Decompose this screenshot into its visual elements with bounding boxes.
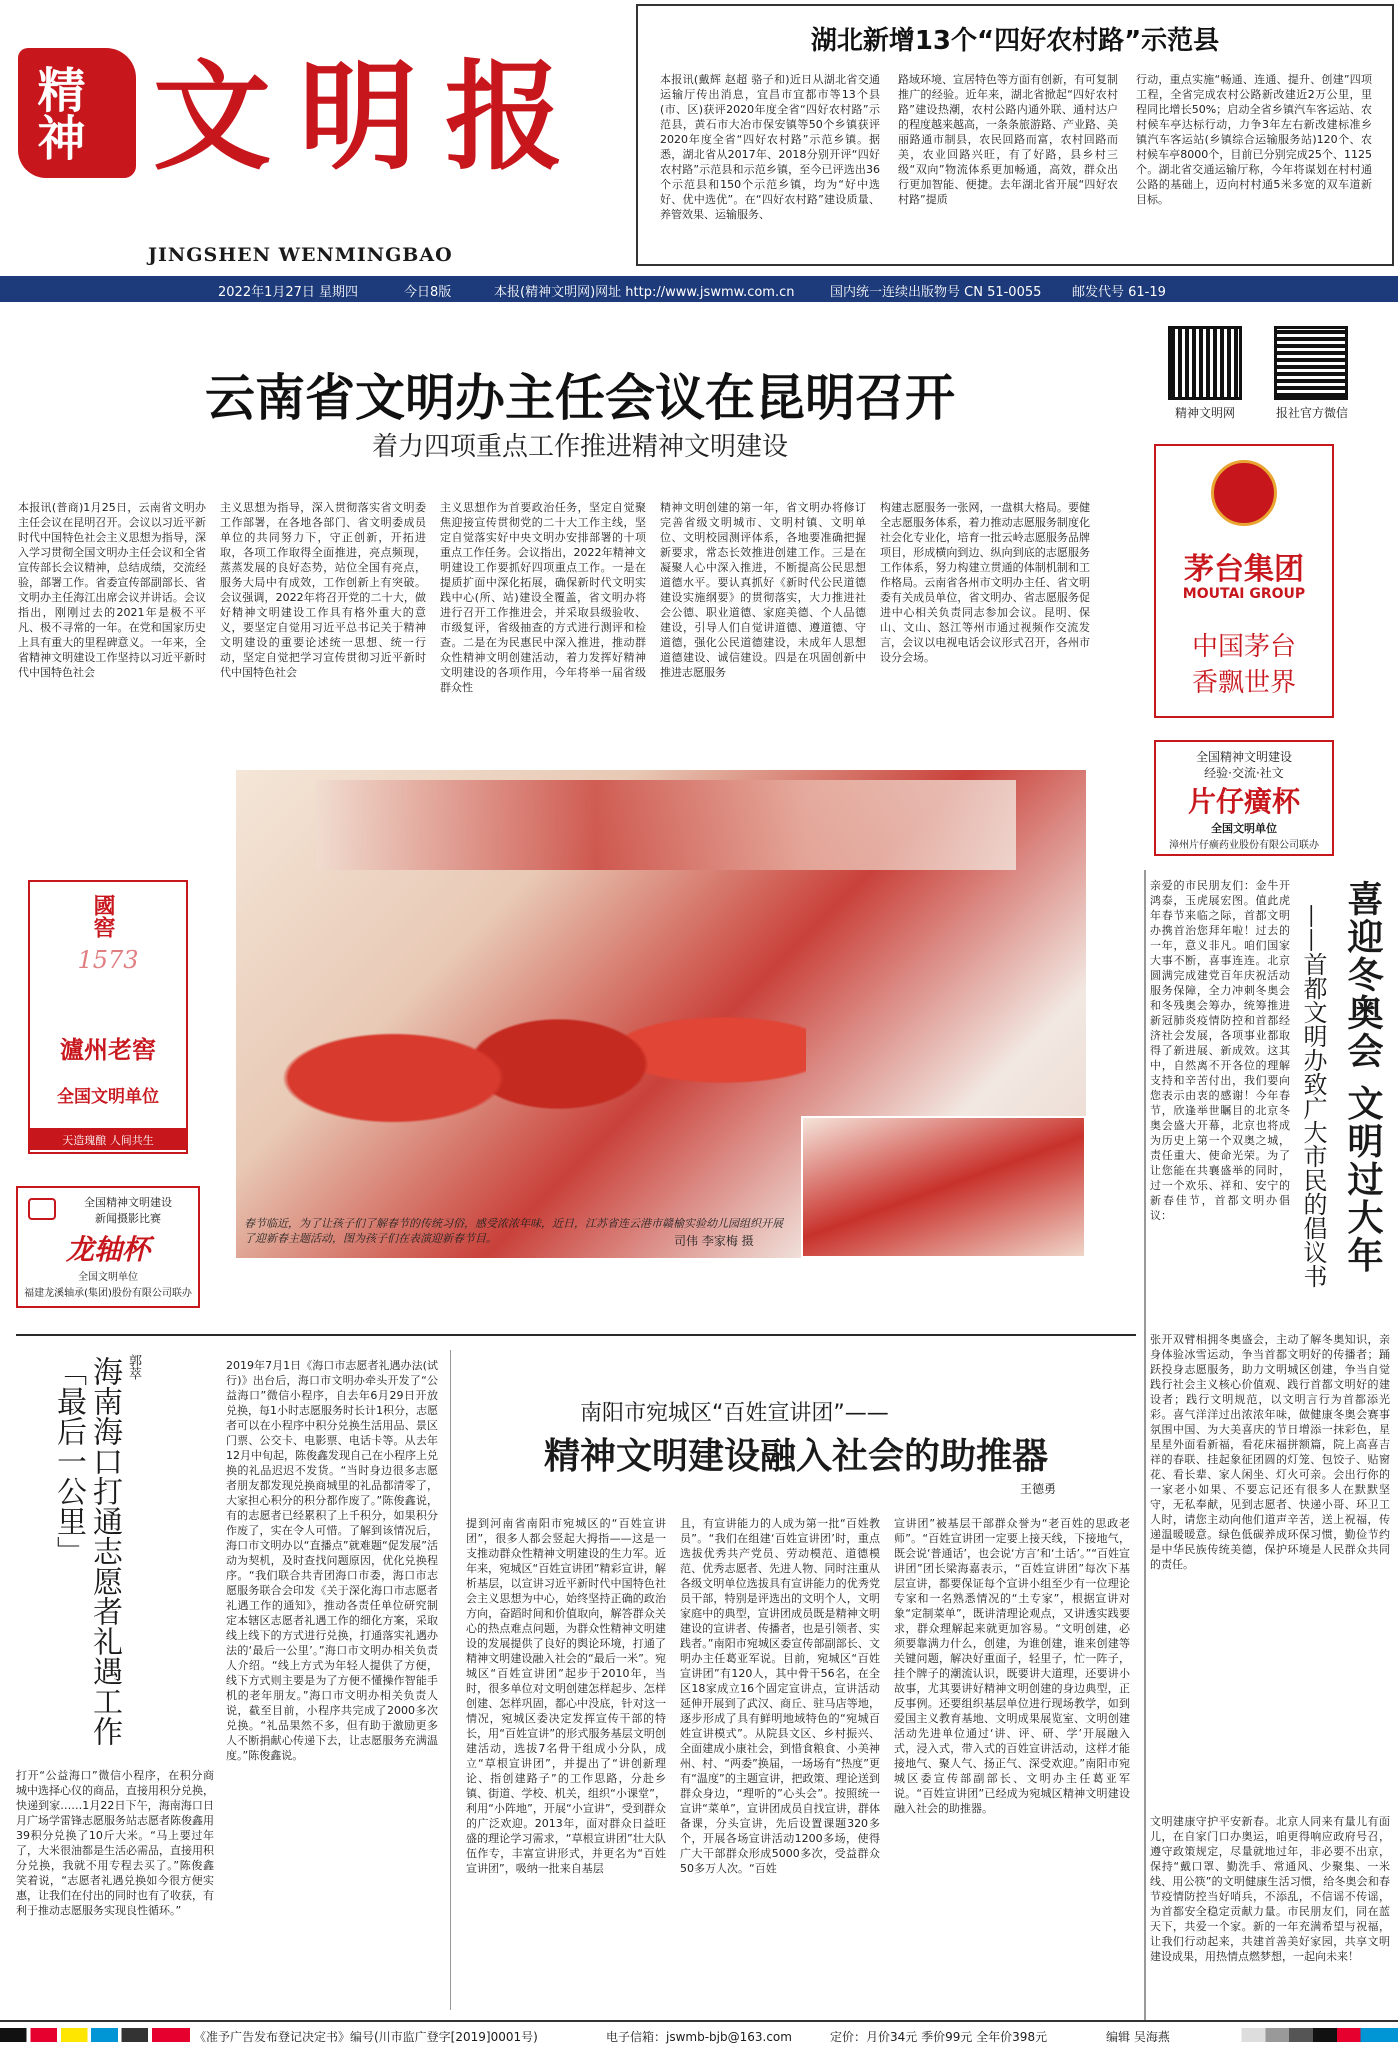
bottom-story-col2: 且，有宣讲能力的人成为第一批“百姓教员”。“我们在组建‘百姓宣讲团’时，重点选拔优秀共产党员、劳动模范、道德模范、优秀志愿者、先进人物、同时注重从各级文明单位选拔具有宣讲能力的优秀党员干部，特别是评选出的文明个人，文明家庭中的典型，宣讲团成员既是精神文明建设的宣讲者、传播者，也是引领者、实践者。”南阳市宛城区委宣传部副部长、文明办主任葛亚军说。目前，宛城区“百姓宣讲团”有120人，其中骨干56名，在全区18家成立16个固定宣讲点，宣讲活动延伸开展到了武汉、商丘、驻马店等地，逐步形成了具有鲜明地域特色的“宛城百姓宣讲模式”。从院县文区、乡村振兴、全面建成小康社会，到惜食粮食、小美神州、村、“两委”换届，一场场有“热度”更有“温度”的主题宣讲，把政策、理论送到群众身边，“理听的”心头会”。按照统一宣讲“菜单”，宣讲团成员自找宣讲，群体备课，分头宣讲，先后设置课题320多个，开展各场宣讲活动1200多场，使得广大干部群众形成5000多次，受益群众50多万人次。“百姓: [680, 1517, 880, 1875]
lead-col1: 本报讯(普商)1月25日，云南省文明办主任会议在昆明召开。会议以习近平新时代中国特色社会主义思想为指导，深入学习贯彻全国文明办主任会议和全省宣传部长会议精神，总结成绩，交流经验，部署工作。省委宣传部副部长、省文明办主任海江出席会议并讲话。会议指出，刚刚过去的2021年是极不平凡、极不寻常的一年。在党和国家历史上具有重大的里程碑意义。一年来，全省精神文明建设工作坚持以习近平新时代中国特色社会: [18, 501, 206, 679]
left-story-author: 郭萃: [126, 1354, 141, 1380]
longzhou-name: 龙轴杯: [65, 1233, 150, 1266]
cn-number: 国内统一连续出版物号 CN 51-0055: [830, 285, 1042, 300]
website-url[interactable]: 本报(精神文明网)网址 http://www.jswmw.com.cn: [494, 285, 795, 300]
lead-subtitle: 着力四项重点工作推进精神文明建设: [371, 432, 788, 462]
moutai-slogan-2: 香飘世界: [1191, 668, 1296, 698]
luzhou-logo: 瀘州老窖: [60, 1035, 156, 1064]
qr-label-website: 精神文明网: [1174, 406, 1235, 420]
pzh-media: 全国文明单位: [1211, 822, 1277, 835]
luzhou-unit: 全国文明单位: [57, 1087, 159, 1107]
top-story-box: [636, 4, 1394, 266]
pzh-top: 全国精神文明建设: [1195, 750, 1292, 764]
moutai-slogan-1: 中国茅台: [1191, 632, 1296, 662]
bottom-divider: [450, 1350, 451, 2010]
longzhou-ad[interactable]: [16, 1186, 200, 1308]
top-story-col3: 行动，重点实施“畅通、连通、提升、创建”四项工程，全省完成农村公路新改建近2万公里，里程同比增长50%；启动全省乡镇汽车客运站、农村候车亭达标行动，力争3年左右新改建标准乡镇汽车客运站(乡镇综合运输服务站)120个、农村候车亭8000个，目前已分别完成25个、1125个。湖北省交通运输厅称，今年将谋划在村村通公路的基础上，迈向村村通5米多宽的双车道新目标。: [1136, 73, 1372, 206]
photo-children: [256, 910, 806, 1190]
moutai-name-en: MOUTAI GROUP: [1182, 586, 1306, 602]
qr-code-wechat[interactable]: [1274, 326, 1348, 400]
moutai-ad[interactable]: [1154, 444, 1334, 718]
longzhou-company: 福建龙溪轴承(集团)股份有限公司联办: [24, 1288, 192, 1299]
right-column-divider: [1144, 870, 1146, 2020]
qr-code-website[interactable]: [1168, 326, 1242, 400]
masthead-logo: [18, 30, 628, 266]
pianzaihuang-ad[interactable]: [1154, 740, 1334, 856]
lead-col5: 构建志愿服务一张网，一盘棋大格局。要健全志愿服务体系，着力推动志愿服务制度化社会化专业化，培育一批云岭志愿服务品牌项目，形成横向到边、纵向到底的志愿服务工作体系，努力构建立贯通的体制机制和工作格局。云南省各州市文明办主任、省文明委有关成员单位，省文明办、省志愿服务促进中心相关负责同志参加会议。昆明、保山、文山、怒江等州市通过视频作交流发言，会议以电视电话会议形式召开，各州市设分会场。: [880, 501, 1090, 664]
luzhou-slogan: 天造瑰酿 人间共生: [62, 1134, 154, 1147]
left-story-col1: 打开“公益海口”微信小程序，在积分商城中选择心仪的商品，直接用积分兑换，快递到家……1月22日下午，海南海口日月广场学雷锋志愿服务站志愿者陈俊鑫用39积分兑换了10斤大米。“马上要过年了，大米很油都是生活必需品，直接用积分兑换，我就不用专程去买了。”陈俊鑫笑着说，“志愿者礼遇兑换如今很方便实惠，让我们在付出的同时也有了收获，有利于推动志愿服务实现良性循环。”: [16, 1769, 214, 1917]
lead-col3: 主义思想作为首要政治任务，坚定自觉聚焦迎接宣传贯彻党的二十大工作主线，坚定自觉落实好中央文明办安排部署的十项重点工作任务。会议指出，2022年精神文明建设工作要抓好四项重点工作。一是在提质扩面中深化拓展，确保新时代文明实践中心(所、站)建设全覆盖，省文明办将进行召开工作推进会，并采取县级验收、市级复评，省级抽查的方式进行测评和检查。二是在为民惠民中深入推进，推动群众性精神文明创建活动，着力发挥好精神文明建设的各项作用，今年将举一届省级群众性: [440, 501, 646, 694]
section-divider: [16, 1334, 1136, 1336]
longzhou-logo: [28, 1198, 56, 1220]
footer-bar: [0, 2020, 1398, 2048]
guojiao-ad[interactable]: [28, 880, 188, 1154]
lead-title[interactable]: 云南省文明办主任会议在昆明召开: [205, 369, 955, 427]
logo-calligraphy: 文明报: [153, 47, 592, 186]
color-strip-right: [1228, 2028, 1398, 2042]
photo-banner: [316, 780, 1016, 870]
right-story-text2: 张开双臂相拥冬奥盛会，主动了解冬奥知识，亲身体验冰雪运动，争当首都文明好的传播者；踊跃投身志愿服务，助力文明城区创建，争当自觉践行社会主义核心价值观、践行首都文明好的建设者；践行文明规范，以文明言行为首都添光彩。喜气洋洋过出浓浓年味，做健康冬奥会赛事氛围中国、为大美喜庆的节日增添一抹彩色，星星星外面看新福，看花床福拼额篇，院上高喜吉祥的春联、挂起象征团圆的灯笼、包饺子、贴窗花、看长辈、家人闲坐、灯火可亲。会出行你的一家老小如果、不要忘记还有很多人在默默坚守，无私奉献，见到志愿者、快递小哥、环卫工人时，请您主动向他们道声辛苦，送上祝福，传递温暖暖意。绿色低碳养成环保习惯，勤俭节约是中华民族传统美德，保护环境是人民群众共同的责任。: [1150, 1333, 1390, 1571]
post-code: 邮发代号 61-19: [1072, 285, 1166, 300]
pzh-sub: 经验·交流·社文: [1204, 766, 1284, 780]
color-strip-left: [0, 2028, 190, 2042]
top-story-col1: 本报讯(戴辉 赵超 骆子和)近日从湖北省交通运输厅传出消息，宜昌市宜都市等13个县(市、区)获评2020年度全省“四好农村路”示范县，黄石市大冶市保安镇等50个乡镇获评2020年度全省“四好农村路”示范乡镇。据悉，湖北省从2017年、2018分别开评“四好农村路”示范县和示范乡镇，至今已评选出36个示范县和150个示范乡镇，均为“好中选好、优中选优”。在“四好农村路”建设质量、养管效果、运输服务、: [660, 73, 880, 221]
left-story-col2: 2019年7月1日《海口市志愿者礼遇办法(试行)》出台后，海口市文明办牵头开发了“公益海口”微信小程序，自去年6月29日开放兑换，每1小时志愿服务时长计1积分，志愿者可以在小程序中积分兑换生活用品、景区门票、公交卡、电影票、电话卡等。从去年12月中旬起，陈俊鑫发现自己在小程序上兑换的礼品迟迟不发货。“当时身边很多志愿者朋友都发现兑换商城里的礼品都清零了，大家担心积分的积分都作废了。”陈俊鑫说，有的志愿者已经累积了上千积分，如果积分作废了，实在令人可惜。了解到该情况后，海口市文明办以“直播点”就难题“促发展”活动为契机，及时查找问题原因，优化兑换程序。“我们联合共青团海口市委，海口市志愿服务联合会印发《关于深化海口市志愿者礼遇工作的通知》，推动各责任单位研究制定本辖区志愿者礼遇工作的细化方案，采取线上线下的方式进行兑换，打通落实礼遇办法的‘最后一公里’。”海口市文明办相关负责人介绍。“线上方式为年轻人提供了方便，线下方式则主要是为了方便不懂操作智能手机的老年朋友。”海口市文明办相关负责人说，截至目前，小程序共完成了2000多次兑换。“礼品果然不多，但有助于激励更多人不断捐献心传递下去，让志愿服务充满温度。”陈俊鑫说。: [226, 1359, 438, 1762]
photo-caption: 春节临近，为了让孩子们了解春节的传统习俗，感受浓浓年味，近日，江苏省连云港市赣榆实验幼儿园组织开展了迎新春主题活动，图为孩子们在表演迎新春节目。: [244, 1217, 783, 1245]
top-story-col2: 路域环境、宣居特色等方面有创新，有可复制推广的经验。近年来，湖北省掀起“四好农村路”建设热潮，农村公路内通外联、通村达户的程度越来越高，一条条旅游路、产业路、美丽路通市制县，农民回路而富，农村回路而美，农业回路兴旺，有了好路，县乡村三级“双向”物流体系更加畅通，高效，群众出行更加智能、便捷。去年湖北省开展“四好农村路”提质: [898, 73, 1118, 206]
longzhou-unit: 全国文明单位: [78, 1272, 138, 1283]
qr-label-wechat: 报社官方微信: [1275, 406, 1348, 420]
bottom-story-col3: 宣讲团”被基层干部群众誉为“老百姓的思政老师”。“百姓宣讲团一定要上接天线，下接地气，既会说‘普通话’，也会说‘方言’和‘土话’。”“百姓宣讲团”团长梁海嘉表示，“百姓宣讲团”每次下基层宣讲，都要保证每个宣讲小组至少有一位理论专家和一名熟悉情况的“土专家”，根据宣讲对象“定制菜单”，既讲清理论观点，又讲透实践要求，群众理解起来就更加容易。“文明创建，必须要靠满力什么，创建，为谁创建，谁来创建等关键问题，解决好重面子，轻里子，忙一阵子，挂个牌子的潮流认识，既要讲大道理，还要讲小故事，尤其要讲好精神文明创建的身边典型，正反事例。还要组织基层单位进行现场教学，如到爱国主义教育基地、文明成果展览室、文明创建活动先进单位通过‘讲、评、研、学’开展融入式，浸入式，带入式的百姓宣讲活动，这样才能接地气、聚人气、扬正气、深受欢迎。”南阳市宛城区委宣传部副部长、文明办主任葛亚军说。“百姓宣讲团”已经成为宛城区精神文明建设融入社会的助推器。: [894, 1517, 1130, 1815]
pages-count: 今日8版: [404, 285, 452, 300]
moutai-logo: [1211, 460, 1277, 526]
lead-col2: 主义思想为指导，深入贯彻落实省文明委工作部署，在各地各部门、省文明委成员单位的共同努力下，守正创新，开拓进取，各项工作取得全面推进，亮点频现，蒸蒸发展的良好态势，站位全国有亮点，服务大局中有成效，工作创新上有突破。会议强调，2022年将召开党的二十大，做好精神文明建设工作具有格外重大的意义，要坚定自觉用习近平总书记关于精神文明建设的重要论述统一思想、统一行动，坚定自觉把学习宣传贯彻习近平新时代中国特色社会: [220, 501, 426, 679]
footer-price: 定价：月价34元 季价99元 全年价398元: [830, 2030, 1048, 2044]
footer-email[interactable]: 电子信箱：jswmb-bjb@163.com: [606, 2030, 792, 2044]
date-bar: [0, 276, 1398, 302]
logo-seal-text: 精神: [29, 65, 85, 161]
guojiao-year: 1573: [77, 946, 139, 974]
right-story-title[interactable]: 喜迎冬奥会 文明过大年: [1342, 880, 1383, 1275]
photo-inset: [801, 1116, 1086, 1258]
longzhou-sub: 新闻摄影比赛: [95, 1212, 161, 1225]
pzh-name: 片仔癀杯: [1187, 785, 1300, 818]
main-photo: [236, 770, 1086, 1258]
right-story-text1: 亲爱的市民朋友们：金牛开鸿泰，玉虎展宏图。值此虎年春节来临之际，首都文明办携首治您拜年啦！过去的一年，意义非凡。咱们国家大事不断，喜事连连。北京圆满完成建党百年庆祝活动服务保障，全力冲刺冬奥会和冬残奥会筹办，统筹推进新冠肺炎疫情防控和首都经济社会发展，各项事业都取得了新进展、新成效。这其中，自然离不开各位的理解支持和辛苦付出，我们要向您表示由衷的感谢！今年春节，欣逢举世瞩目的北京冬奥会盛大开幕，北京也将成为历史上第一个双奥之城，责任重大、使命光荣。为了让您能在共襄盛举的同时，过一个欢乐、祥和、安宁的新春佳节，首都文明办倡议：: [1150, 879, 1290, 1222]
lead-col4: 精神文明创建的第一年，省文明办将修订完善省级文明城市、文明村镇、文明单位、文明校园测评体系，各地要准确把握新要求，常态长效推进创建工作。三是在凝聚人心中深入推进，不断提高公民思想道德水平。要认真抓好《新时代公民道德建设实施纲要》的贯彻落实，大力推进社会公德、职业道德、家庭美德、个人品德建设，引导人们自觉讲道德、遵道德、守道德，强化公民道德建设，未成年人思想道德建设、诚信建设。四是在巩固创新中推进志愿服务: [660, 501, 866, 679]
guojiao-name: 國窖: [90, 894, 116, 938]
footer-license: 《准予广告发布登记决定书》编号(川市监广登字[2019]0001号): [194, 2030, 538, 2044]
moutai-name-cn: 茅台集团: [1184, 552, 1304, 587]
longzhou-top: 全国精神文明建设: [84, 1196, 172, 1209]
pzh-company: 漳州片仔癀药业股份有限公司联办: [1169, 840, 1319, 851]
right-story-subtitle: ——首都文明办致广大市民的倡议书: [1299, 904, 1327, 1288]
bottom-story-author: 王德勇: [1020, 1482, 1057, 1496]
footer-editor: 编辑 吴海燕: [1106, 2030, 1170, 2044]
bottom-story-col1: 提到河南省南阳市宛城区的“百姓宣讲团”，很多人都会竖起大拇指——这是一支推动群众性精神文明建设的生力军。近年来，宛城区“百姓宣讲团”精彩宣讲，解析基层，以宣讲习近平新时代中国特色社会主义思想为中心，始终坚持正确的政治方向，奋蹈时间和价值取向，解答群众关心的热点难点问题，为群众性精神文明建设的发展提供了良好的舆论环境，打通了精神文明建设融入社会的“最后一米”。宛城区“百姓宣讲团”起步于2010年，当时，很多单位对文明创建怎样起步、怎样创建、怎样巩固，都心中没底，针对这一情况，宛城区委决定发挥宣传干部的特长，用“百姓宣讲”的形式服务基层文明创建活动，选拔7名骨干组成小分队，成立“草根宣讲团”，并提出了“讲创新理论、指创建路子”的工作思路，分赴乡镇、街道、学校、机关，组织“小课堂”，利用“小阵地”，开展“小宣讲”，受到群众的广泛欢迎。2013年，面对群众日益旺盛的理论学习需求，“草根宣讲团”壮大队伍作专，丰富宣讲形式，并更名为“百姓宣讲团”，吸纳一批来自基层: [466, 1517, 666, 1875]
bottom-story-kicker: 南阳市宛城区“百姓宣讲团”——: [580, 1401, 889, 1426]
issue-date: 2022年1月27日 星期四: [218, 285, 359, 300]
photo-credit: 司伟 李家梅 摄: [674, 1234, 754, 1248]
top-story-title[interactable]: 湖北新增13个“四好农村路”示范县: [810, 26, 1220, 56]
masthead-pinyin: JINGSHEN WENMINGBAO: [148, 244, 453, 266]
bottom-story-title[interactable]: 精神文明建设融入社会的助推器: [543, 1436, 1048, 1477]
right-story-text3: 文明建康守护平安新春。北京人同来有量儿有面儿，在自家门口办奥运，咱更得响应政府号召，遵守政策规定，尽量就地过年，非必要不出京，保持“戴口罩、勤洗手、常通风、少聚集、一米线、用公筷”的文明健康生活习惯，给冬奥会和春节疫情防控当好哨兵，不添乱，不信谣不传谣，为首都安全稳定贡献力量。市民朋友们，同在蓝天下，共爱一个家。新的一年充满希望与祝福，让我们行动起来，共建首善美好家园，共享文明建设成果，用热情点燃梦想，一起向未来！: [1150, 1815, 1390, 1963]
left-story-title[interactable]: 海南海口打通志愿者礼遇工作「最后一公里」: [51, 1356, 122, 1746]
